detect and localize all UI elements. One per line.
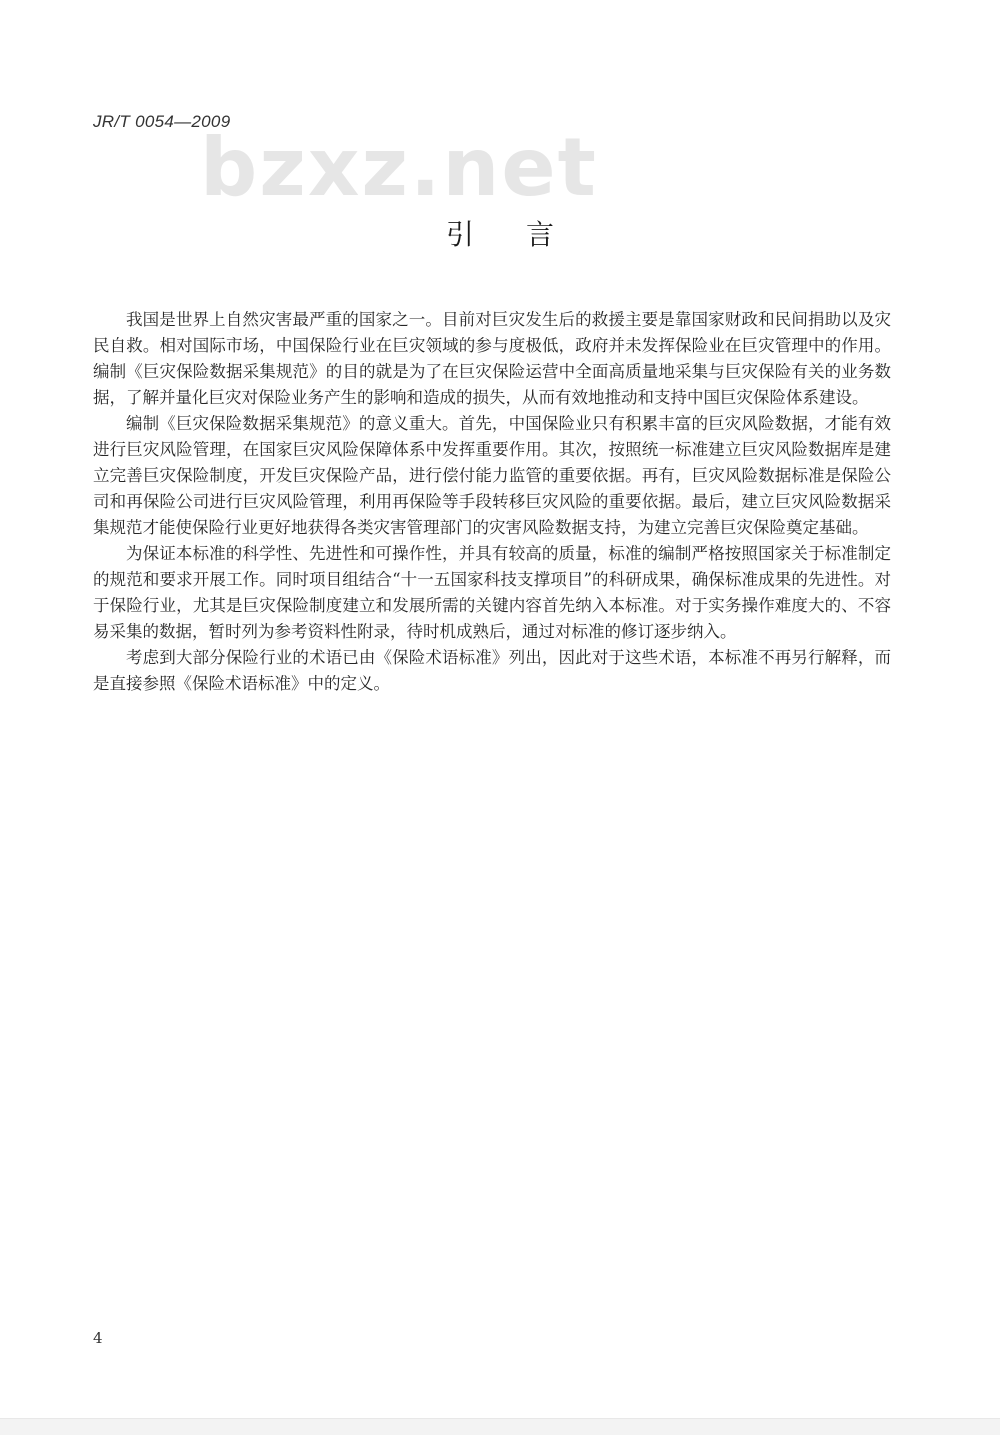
section-title-char-2: 言: [526, 218, 555, 251]
section-title: [0, 213, 1000, 253]
paragraph-1: 我国是世界上自然灾害最严重的国家之一。目前对巨灾发生后的救援主要是靠国家财政和民间捐助以及灾民自救。相对国际市场，中国保险行业在巨灾领域的参与度极低，政府并未发挥保险业在巨灾管理中的作用。编制《巨灾保险数据采集规范》的目的就是为了在巨灾保险运营中全面高质量地采集与巨灾保险有关的业务数据，了解并量化巨灾对保险业务产生的影响和造成的损失，从而有效地推动和支持中国巨灾保险体系建设。: [93, 310, 891, 407]
paragraph-3: 为保证本标准的科学性、先进性和可操作性，并具有较高的质量，标准的编制严格按照国家关于标准制定的规范和要求开展工作。同时项目组结合“十一五国家科技支撑项目”的科研成果，确保标准成果的先进性。对于保险行业，尤其是巨灾保险制度建立和发展所需的关键内容首先纳入本标准。对于实务操作难度大的、不容易采集的数据，暂时列为参考资料性附录，待时机成熟后，通过对标准的修订逐步纳入。: [93, 544, 891, 641]
bottom-scroll-bar: [0, 1418, 1000, 1435]
page-number: 4: [93, 1329, 103, 1347]
watermark-logo: bzxz.net: [200, 121, 598, 214]
paragraph-2: 编制《巨灾保险数据采集规范》的意义重大。首先，中国保险业只有积累丰富的巨灾风险数据，才能有效进行巨灾风险管理，在国家巨灾风险保障体系中发挥重要作用。其次，按照统一标准建立巨灾风险数据库是建立完善巨灾保险制度，开发巨灾保险产品，进行偿付能力监管的重要依据。再有，巨灾风险数据标准是保险公司和再保险公司进行巨灾风险管理，利用再保险等手段转移巨灾风险的重要依据。最后，建立巨灾风险数据采集规范才能使保险行业更好地获得各类灾害管理部门的灾害风险数据支持，为建立完善巨灾保险奠定基础。: [93, 414, 891, 537]
standard-code: JR/T 0054—2009: [93, 112, 231, 131]
section-title-char-1: 引: [445, 218, 474, 251]
introduction-body: [93, 307, 891, 697]
paragraph-4: 考虑到大部分保险行业的术语已由《保险术语标准》列出，因此对于这些术语，本标准不再另行解释，而是直接参照《保险术语标准》中的定义。: [93, 648, 891, 693]
